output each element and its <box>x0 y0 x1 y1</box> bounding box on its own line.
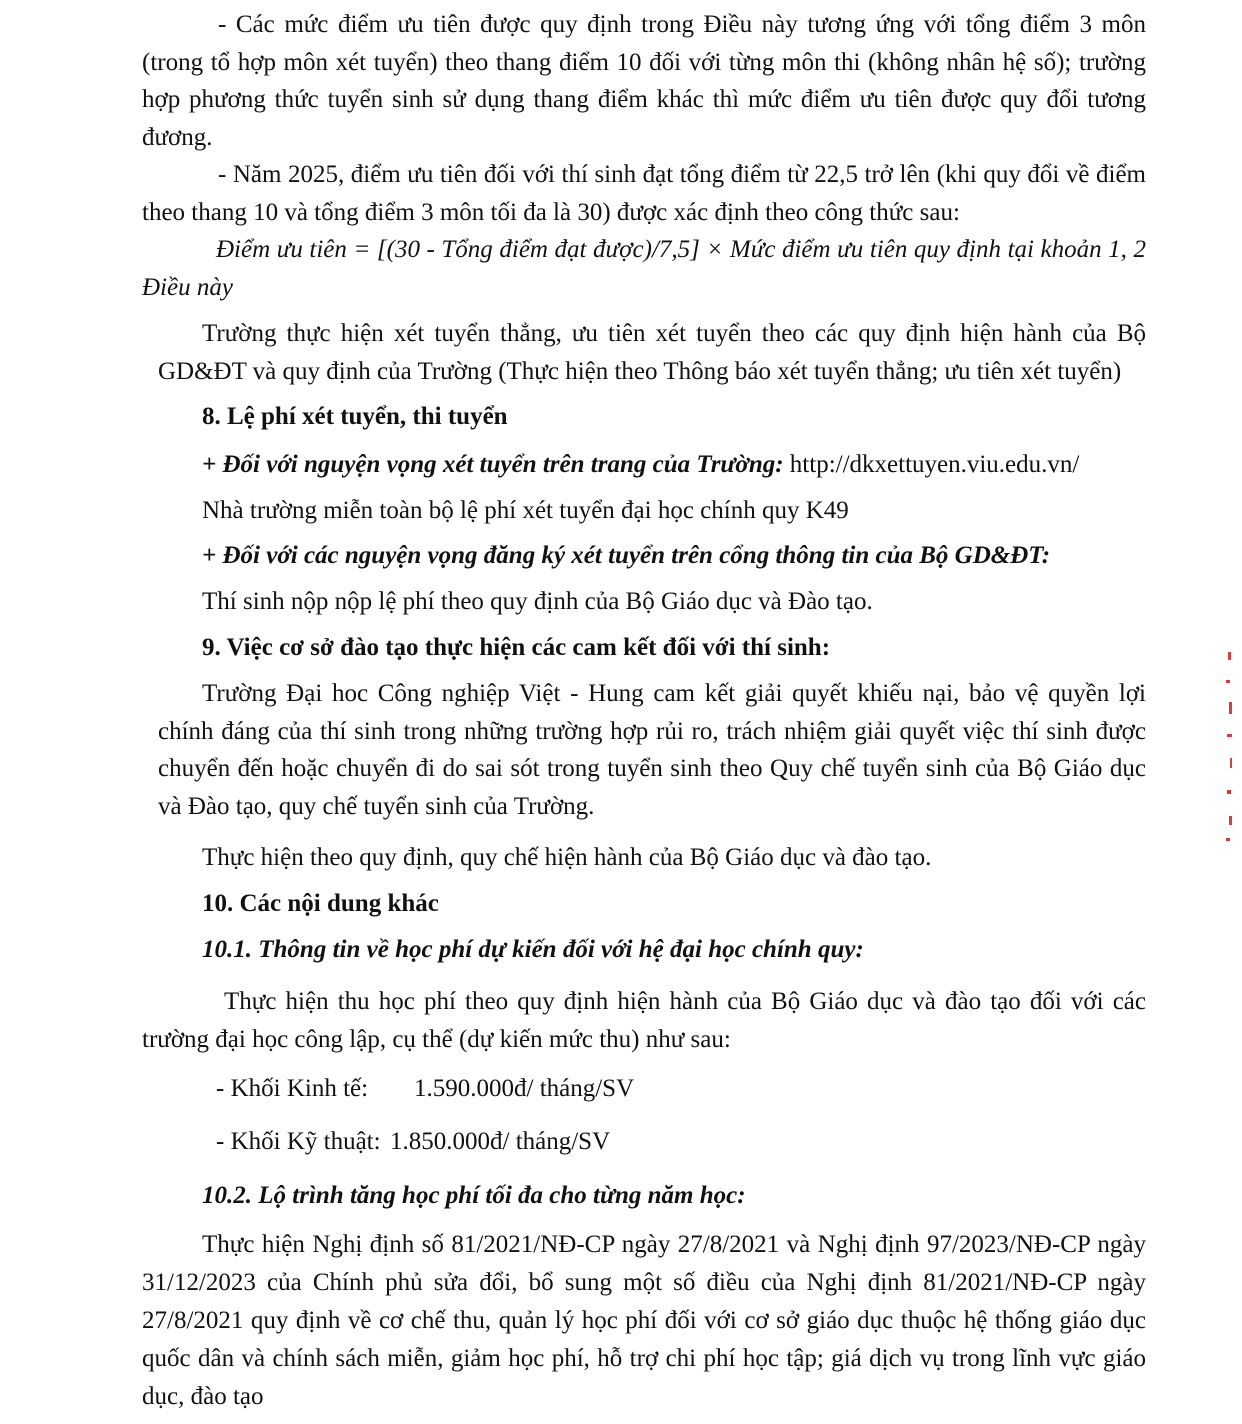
decree-paragraph: Thực hiện Nghị định số 81/2021/NĐ-CP ngày 27/8/2021 và Nghị định 97/2023/NĐ-CP ngày 31/12/2023 của Chính phủ sửa đổi, bổ sung một số điều của Nghị định 81/2021/NĐ-CP ngày 27/8/2021 quy định về cơ chế thu, quản lý học phí đối với cơ sở giáo dục thuộc hệ thống giáo dục quốc dân và chính sách miễn, giảm học phí, hỗ trợ chi phí học tập; giá dịch vụ trong lĩnh vực giáo dục, đào tạo <box>142 1231 1146 1410</box>
tuition-paragraph: Thực hiện thu học phí theo quy định hiện hành của Bộ Giáo dục và đào tạo đối với các trường đại học công lập, cụ thể (dự kiến mức thu) như sau: <box>142 988 1146 1053</box>
section-8-ministry-portal: + Đối với các nguyện vọng đăng ký xét tuyển trên cổng thông tin của Bộ GD&ĐT: <box>202 542 1051 569</box>
school-portal-label: + Đối với nguyện vọng xét tuyển trên trang của Trường: <box>202 451 784 478</box>
regulation-paragraph: Thực hiện theo quy định, quy chế hiện hành của Bộ Giáo dục và đào tạo. <box>202 844 932 871</box>
priority-formula: Điểm ưu tiên = [(30 - Tổng điểm đạt được)/7,5] × Mức điểm ưu tiên quy định tại khoản 1, 2 Điều này <box>142 236 1146 301</box>
section-9-heading: 9. Việc cơ sở đào tạo thực hiện các cam kết đối với thí sinh: <box>202 634 831 661</box>
commitment-paragraph: Trường Đại hoc Công nghiệp Việt - Hung cam kết giải quyết khiếu nại, bảo vệ quyền lợi chính đáng của thí sinh trong những trường hợp rủi ro, trách nhiệm giải quyết việc thí sinh được chuyển đến hoặc chuyển đi do sai sót trong tuyển sinh theo Quy chế tuyển sinh của Bộ Giáo dục và Đào tạo, quy chế tuyển sinh của Trường. <box>158 680 1146 820</box>
direct-admission-paragraph: Trường thực hiện xét tuyển thẳng, ưu tiên xét tuyển theo các quy định hiện hành của Bộ GD&ĐT và quy định của Trường (Thực hiện theo Thông báo xét tuyển thẳng; ưu tiên xét tuyển) <box>158 320 1146 385</box>
fee-row-engineering <box>216 1123 610 1160</box>
section-10-heading: 10. Các nội dung khác <box>202 890 439 917</box>
fee-row-economics <box>216 1070 634 1107</box>
priority-2025-paragraph: - Năm 2025, điểm ưu tiên đối với thí sinh đạt tổng điểm từ 22,5 trở lên (khi quy đổi về điểm theo thang 10 và tổng điểm 3 môn tối đa là 30) được xác định theo công thức sau: <box>142 161 1146 226</box>
ministry-fee-text: Thí sinh nộp nộp lệ phí theo quy định của Bộ Giáo dục và Đào tạo. <box>202 588 873 615</box>
section-8-school-portal <box>202 446 1162 484</box>
section-10-2-heading: 10.2. Lộ trình tăng học phí tối đa cho từng năm học: <box>202 1182 746 1209</box>
section-8-heading: 8. Lệ phí xét tuyển, thi tuyển <box>202 403 508 430</box>
school-portal-url[interactable]: http://dkxettuyen.viu.edu.vn/ <box>783 451 1080 478</box>
stamp-edge-trace <box>1224 650 1238 850</box>
fee-value-engineering: 1.850.000đ/ tháng/SV <box>390 1128 611 1155</box>
fee-label-economics: - Khối Kinh tế: <box>216 1075 369 1102</box>
fee-label-engineering: - Khối Kỹ thuật: <box>216 1128 381 1155</box>
priority-score-paragraph: - Các mức điểm ưu tiên được quy định trong Điều này tương ứng với tổng điểm 3 môn (trong tổ hợp môn xét tuyển) theo thang điểm 10 đối với từng môn thi (không nhân hệ số); trường hợp phương thức tuyển sinh sử dụng thang điểm khác thì mức điểm ưu tiên được quy đổi tương đương. <box>142 11 1146 151</box>
fee-waiver-text: Nhà trường miễn toàn bộ lệ phí xét tuyển đại học chính quy K49 <box>202 497 849 524</box>
section-10-1-heading: 10.1. Thông tin về học phí dự kiến đối với hệ đại học chính quy: <box>202 936 864 963</box>
fee-value-economics: 1.590.000đ/ tháng/SV <box>414 1075 635 1102</box>
